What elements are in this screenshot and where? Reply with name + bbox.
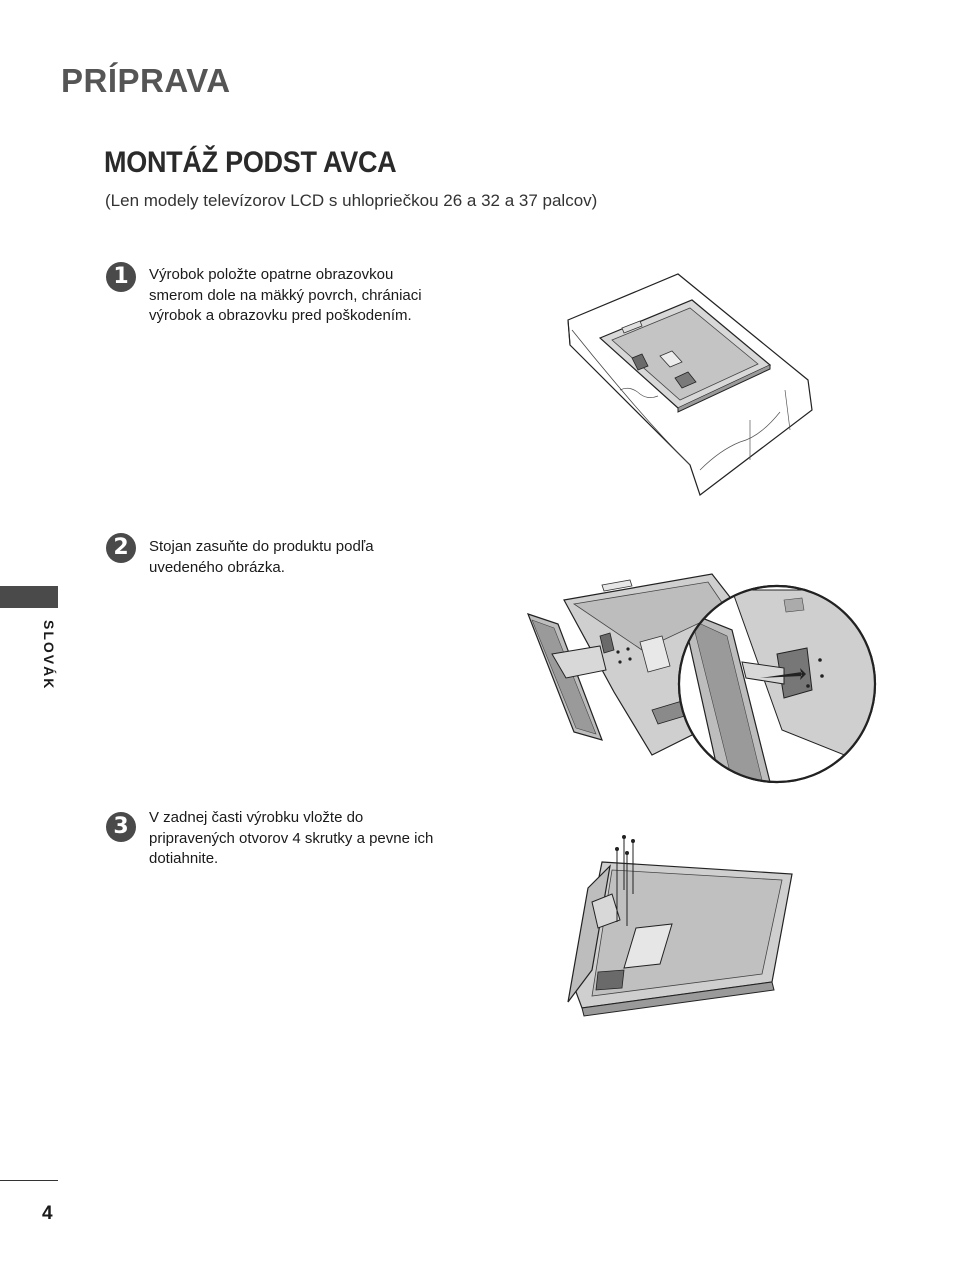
step-2-badge: 2 — [106, 533, 136, 563]
step-3-text: V zadnej časti výrobku vložte do pripravených otvorov 4 skrutky a pevne ich dotiahnite. — [149, 809, 434, 867]
language-tab-marker — [0, 586, 58, 608]
page-number: 4 — [42, 1203, 53, 1224]
footer-divider — [0, 1180, 58, 1181]
step-1-text: Výrobok položte opatrne obrazovkou smerom dole na mäkký povrch, chrániaci výrobok a obrazovku pred poškodením. — [149, 266, 422, 324]
step-3-illustration — [562, 832, 802, 1018]
step-3-badge: 3 — [106, 812, 136, 842]
language-label: SLOVÁK — [41, 620, 57, 691]
step-2-illustration — [522, 570, 878, 788]
section-title: PRÍPRAVA — [61, 62, 231, 99]
step-1-badge: 1 — [106, 262, 136, 292]
step-1-illustration — [560, 270, 820, 498]
page-subtitle: (Len modely televízorov LCD s uhlopriečkou 26 a 32 a 37 palcov) — [105, 191, 598, 210]
step-2-text: Stojan zasuňte do produktu podľa uvedeného obrázka. — [149, 538, 374, 576]
page-title: MONTÁŽ PODST AVCA — [104, 146, 397, 179]
